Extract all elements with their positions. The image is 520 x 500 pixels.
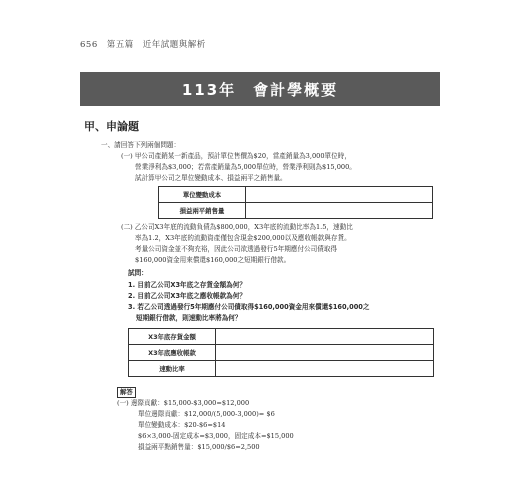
table-label: 速動比率 (129, 361, 216, 377)
part2-line: 率為1.2，X3年底的流動資產僅包含現金$200,000以及應收帳款與存貨。 (135, 234, 351, 242)
answer-line: 損益兩平點銷售量：$15,000/$6=2,500 (138, 443, 260, 451)
table-label: 損益兩平銷售量 (159, 203, 246, 219)
answer-line: 單位邊際貢獻：$12,000/(5,000-3,000)= $6 (138, 410, 275, 418)
table-answer-cell (216, 361, 434, 377)
question-intro: 一、請回答下列兩個問題： (101, 141, 181, 149)
part2-line: 考量公司資金並不夠充裕，因此公司欲透過發行5年期應付公司債取得 (135, 245, 338, 253)
answer-tag: 解答 (117, 387, 136, 398)
answer-line: $6×3,000-固定成本=$3,000，固定成本=$15,000 (138, 432, 294, 440)
page-title-banner: 113年 會計學概要 (80, 72, 440, 106)
section-heading: 甲、申論題 (84, 120, 139, 133)
part1-line: 試計算甲公司之單位變動成本、損益兩平之銷售量。 (135, 174, 287, 182)
table-row (129, 361, 434, 377)
table-label: 單位變動成本 (159, 187, 246, 203)
part1-line: (一) 甲公司產銷某一新產品，預計單位售價為$20，當產銷量為3,000單位時， (121, 152, 351, 160)
answer-line: 單位變動成本：$20-$6=$14 (138, 421, 226, 429)
table-label: X3年底存貨金額 (129, 329, 216, 345)
table-row (159, 203, 433, 219)
table-answer-cell (216, 329, 434, 345)
part1-line: 營業淨利為$3,000；若當產銷量為5,000單位時，營業淨利則為$15,000。 (135, 163, 356, 171)
table-row (129, 345, 434, 361)
table-row (159, 187, 433, 203)
ask-label: 試問： (128, 269, 148, 277)
question-item: 短期銀行借款，則速動比率將為何？ (136, 314, 242, 322)
page-header: 656 第五篇 近年試題與解析 (80, 40, 206, 50)
table-answer-cell (216, 345, 434, 361)
part2-line: (二) 乙公司X3年底的流動負債為$800,000，X3年底的流動比率為1.5，速動比 (121, 223, 353, 231)
answer-table-part2 (128, 328, 434, 377)
table-label: X3年底應收帳款 (129, 345, 216, 361)
question-item: 2. 目前乙公司X3年底之應收帳款為何？ (128, 292, 246, 300)
part2-line: $160,000資金用來償還$160,000之短期銀行借款。 (135, 256, 291, 264)
answer-line: (一) 邊際貢獻：$15,000-$3,000=$12,000 (117, 399, 250, 407)
table-answer-cell (246, 187, 433, 203)
answer-table-part1 (158, 186, 433, 219)
question-item: 3. 若乙公司透過發行5年期應付公司債取得$160,000資金用來償還$160,000之 (128, 303, 370, 311)
question-item: 1. 目前乙公司X3年底之存貨金額為何？ (128, 281, 246, 289)
table-row (129, 329, 434, 345)
table-answer-cell (246, 203, 433, 219)
